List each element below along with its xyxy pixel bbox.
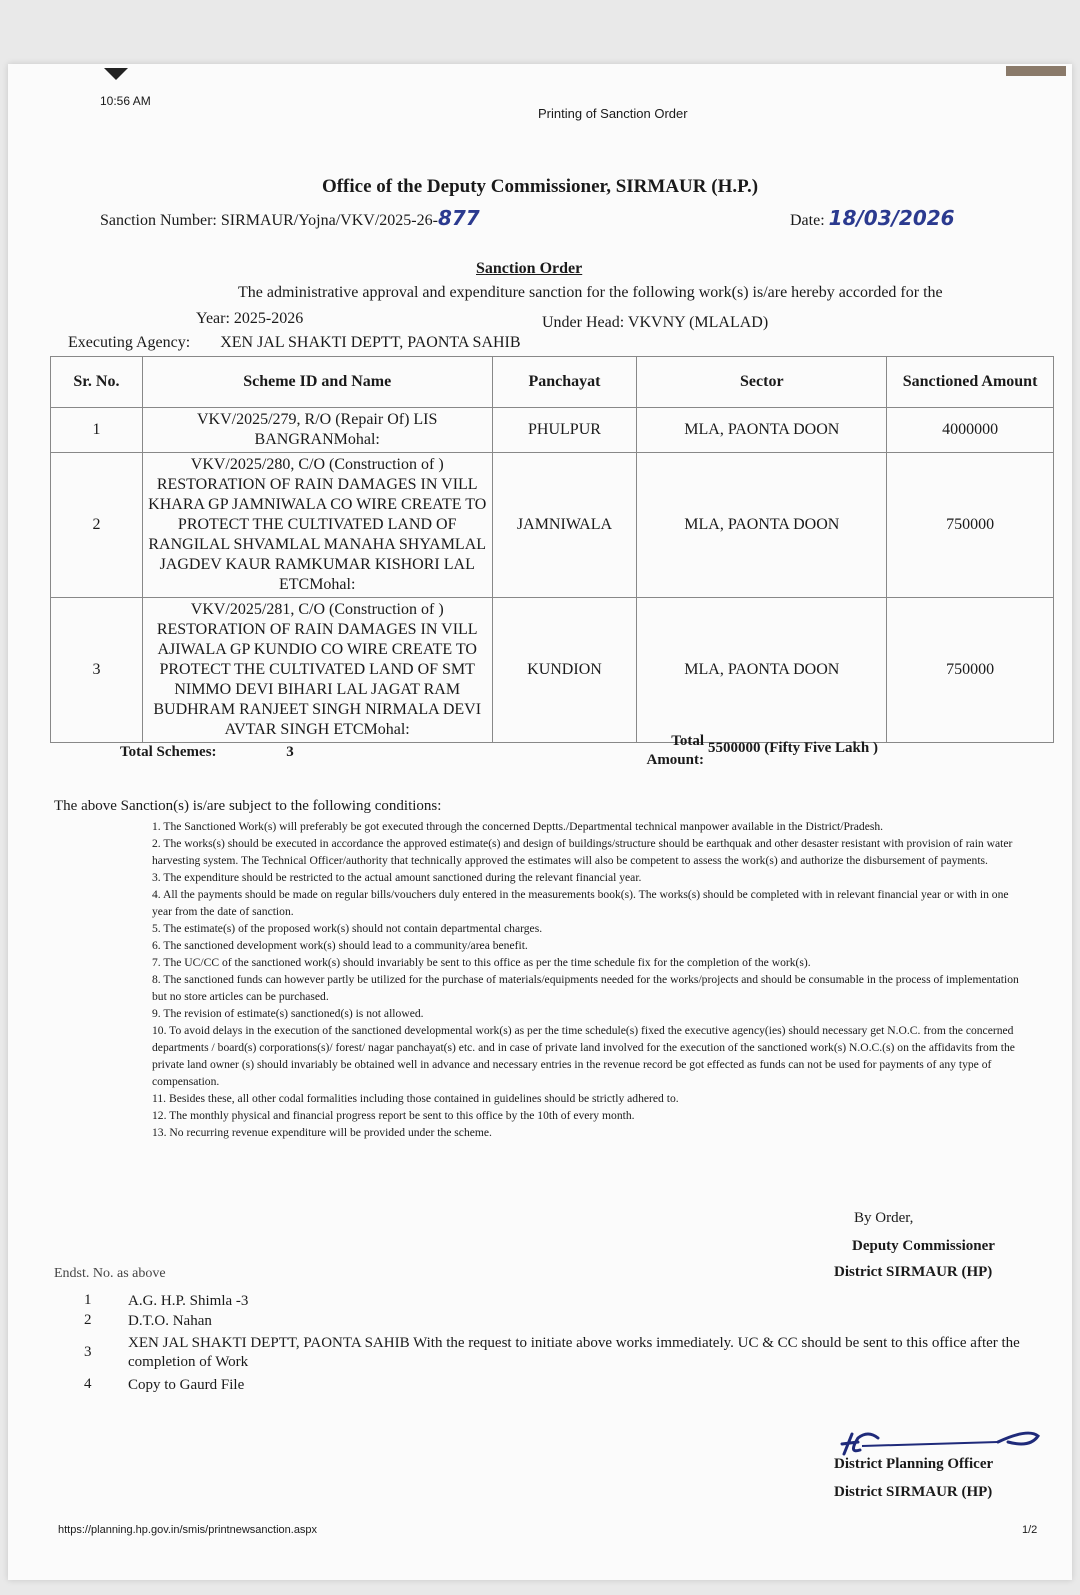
cell-panchayat: KUNDION: [492, 598, 637, 743]
year: Year: 2025-2026: [196, 310, 304, 327]
corner-mark: [104, 68, 128, 80]
cell-sector: MLA, PAONTA DOON: [637, 408, 887, 453]
conditions-list: [152, 818, 1022, 1141]
cell-sr: 2: [51, 453, 143, 598]
endst-num: 4: [84, 1376, 92, 1392]
sanction-date: [790, 206, 955, 230]
signatory-district: District SIRMAUR (HP): [834, 1484, 993, 1500]
header-amount: Sanctioned Amount: [887, 357, 1054, 408]
intro-text: The administrative approval and expenditure sanction for the following work(s) is/are hereby accorded for the: [238, 284, 943, 301]
signature-image: [838, 1420, 1048, 1460]
endst-text: Copy to Gaurd File: [128, 1377, 245, 1393]
total-schemes: [120, 744, 294, 761]
condition-item: 8. The sanctioned funds can however partly be utilized for the purchase of materials/equipments needed for the works/projects and should be consumable in the process of implementation but no store articles can be purchased.: [152, 973, 1019, 1003]
sanction-number-label: Sanction Number:: [100, 212, 217, 229]
dc-district: District SIRMAUR (HP): [834, 1264, 993, 1280]
print-time: 10:56 AM: [100, 94, 151, 108]
cell-scheme: VKV/2025/279, R/O (Repair Of) LIS BANGRANMohal:: [142, 408, 492, 453]
endst-text: XEN JAL SHAKTI DEPTT, PAONTA SAHIB With the request to initiate above works immediately. UC & CC should be sent to this office after the completion of Work: [128, 1335, 1020, 1370]
document-sheet: [8, 64, 1072, 1580]
endst-num: 3: [84, 1344, 92, 1360]
print-title: Printing of Sanction Order: [538, 106, 688, 121]
footer-url: https://planning.hp.gov.in/smis/printnewsanction.aspx: [58, 1524, 318, 1536]
total-amount-label-1: Total: [671, 733, 704, 749]
condition-item: 13. No recurring revenue expenditure will be provided under the scheme.: [152, 1126, 492, 1139]
cell-sector: MLA, PAONTA DOON: [637, 453, 887, 598]
sanction-number-handwritten: 877: [437, 206, 480, 230]
by-order: By Order,: [854, 1210, 914, 1226]
endst-text: D.T.O. Nahan: [128, 1313, 212, 1329]
header-sector: Sector: [637, 357, 887, 408]
total-amount-value: 5500000 (Fifty Five Lakh ): [708, 740, 878, 756]
order-title: Sanction Order: [476, 260, 583, 277]
total-schemes-label: Total Schemes:: [120, 744, 217, 760]
cell-amount: 750000: [887, 453, 1054, 598]
cell-sector: MLA, PAONTA DOON: [637, 598, 887, 743]
endst-label: Endst. No. as above: [54, 1266, 166, 1281]
cell-scheme: VKV/2025/280, C/O (Construction of ) RESTORATION OF RAIN DAMAGES IN VILL KHARA GP JAMNIWALA CO WIRE CREATE TO PROTECT THE CULTIVATED LAND OF RANGILAL SHVAMLAL MANAHA SHYAMLAL JAGDEV KAUR RAMKUMAR KISHORI LAL ETCMohal:: [142, 453, 492, 598]
table-row: [51, 408, 1054, 453]
executing-agency-label: Executing Agency:: [68, 334, 191, 351]
cell-scheme: VKV/2025/281, C/O (Construction of ) RESTORATION OF RAIN DAMAGES IN VILL AJIWALA GP KUNDIO CO WIRE CREATE TO PROTECT THE CULTIVATED LAND OF SMT NIMMO DEVI BIHARI LAL JAGAT RAM BUDHRAM RANJEET SINGH NIRMALA DEVI AVTAR SINGH ETCMohal:: [142, 598, 492, 743]
condition-item: 6. The sanctioned development work(s) should lead to a community/area benefit.: [152, 939, 528, 952]
office-title: Office of the Deputy Commissioner, SIRMAUR (H.P.): [321, 176, 759, 197]
date-handwritten: 18/03/2026: [828, 206, 955, 230]
schemes-table: [50, 356, 1054, 743]
date-label: Date:: [790, 212, 825, 229]
header-panchayat: Panchayat: [492, 357, 637, 408]
cell-panchayat: JAMNIWALA: [492, 453, 637, 598]
header-scheme: Scheme ID and Name: [142, 357, 492, 408]
cell-sr: 3: [51, 598, 143, 743]
cell-amount: 4000000: [887, 408, 1054, 453]
table-header-row: [51, 357, 1054, 408]
cell-amount: 750000: [887, 598, 1054, 743]
endst-text: A.G. H.P. Shimla -3: [128, 1293, 249, 1309]
table-row: [51, 453, 1054, 598]
under-head: Under Head: VKVNY (MLALAD): [542, 314, 769, 331]
total-schemes-value: 3: [286, 744, 294, 760]
sanction-number-value: SIRMAUR/Yojna/VKV/2025-26-: [220, 212, 438, 229]
endst-num: 1: [84, 1292, 92, 1308]
corner-tab: [1006, 66, 1066, 76]
condition-item: 4. All the payments should be made on regular bills/vouchers duly entered in the measurements book(s). The works(s) should be completed with in relevant financial year or with in one year from the date of sanction.: [152, 888, 1009, 918]
executing-agency: [68, 334, 521, 352]
condition-item: 9. The revision of estimate(s) sanctioned(s) is not allowed.: [152, 1007, 424, 1020]
table-row: [51, 598, 1054, 743]
cell-panchayat: PHULPUR: [492, 408, 637, 453]
footer-page: 1/2: [1022, 1524, 1038, 1536]
total-amount-label: [638, 732, 704, 770]
condition-item: 3. The expenditure should be restricted to the actual amount sanctioned during the relevant financial year.: [152, 871, 642, 884]
dc-title: Deputy Commissioner: [852, 1238, 995, 1254]
condition-item: 12. The monthly physical and financial progress report be sent to this office by the 10th of every month.: [152, 1109, 635, 1122]
cell-sr: 1: [51, 408, 143, 453]
sanction-number: [100, 206, 480, 230]
total-amount-label-2: Amount:: [646, 752, 704, 768]
condition-item: 1. The Sanctioned Work(s) will preferably be got executed through the concerned Deptts./Departmental technical manpower available in the District/Pradesh.: [152, 820, 884, 833]
endst-num: 2: [84, 1312, 92, 1328]
conditions-title: The above Sanction(s) is/are subject to the following conditions:: [54, 798, 442, 814]
condition-item: 10. To avoid delays in the execution of the sanctioned developmental work(s) as per the time schedule(s) fixed the executive agency(ies) should necessary get N.O.C. from the concerned departments / board(s) corporations(s)/ forest/ nagar panchayat(s) etc. and in case of private land involved for the execution of the sanctioned work(s) N.O.C.(s) on the affidavits from the private land owner (s) should invariably be obtained well in advance and necessary entries in the revenue record be got effected as funds can not be used for payments of any type of compensation.: [152, 1024, 1015, 1088]
header-sr-no: Sr. No.: [51, 357, 143, 408]
signatory-title: District Planning Officer: [834, 1456, 994, 1472]
condition-item: 7. The UC/CC of the sanctioned work(s) should invariably be sent to this office as per the time schedule fix for the completion of the work(s).: [152, 956, 811, 969]
condition-item: 5. The estimate(s) of the proposed work(s) should not contain departmental charges.: [152, 922, 543, 935]
condition-item: 11. Besides these, all other codal formalities including those contained in guidelines should be strictly adhered to.: [152, 1092, 679, 1105]
condition-item: 2. The works(s) should be executed in accordance the approved estimate(s) and design of buildings/structure should be earthquak and other desaster resistant with provision of rain water harvesting system. The Technical Officer/authority that technically approved the estimates will also be competent to assess the work(s) and authorize the disbursement of payments.: [152, 837, 1013, 867]
executing-agency-value: XEN JAL SHAKTI DEPTT, PAONTA SAHIB: [220, 334, 521, 351]
